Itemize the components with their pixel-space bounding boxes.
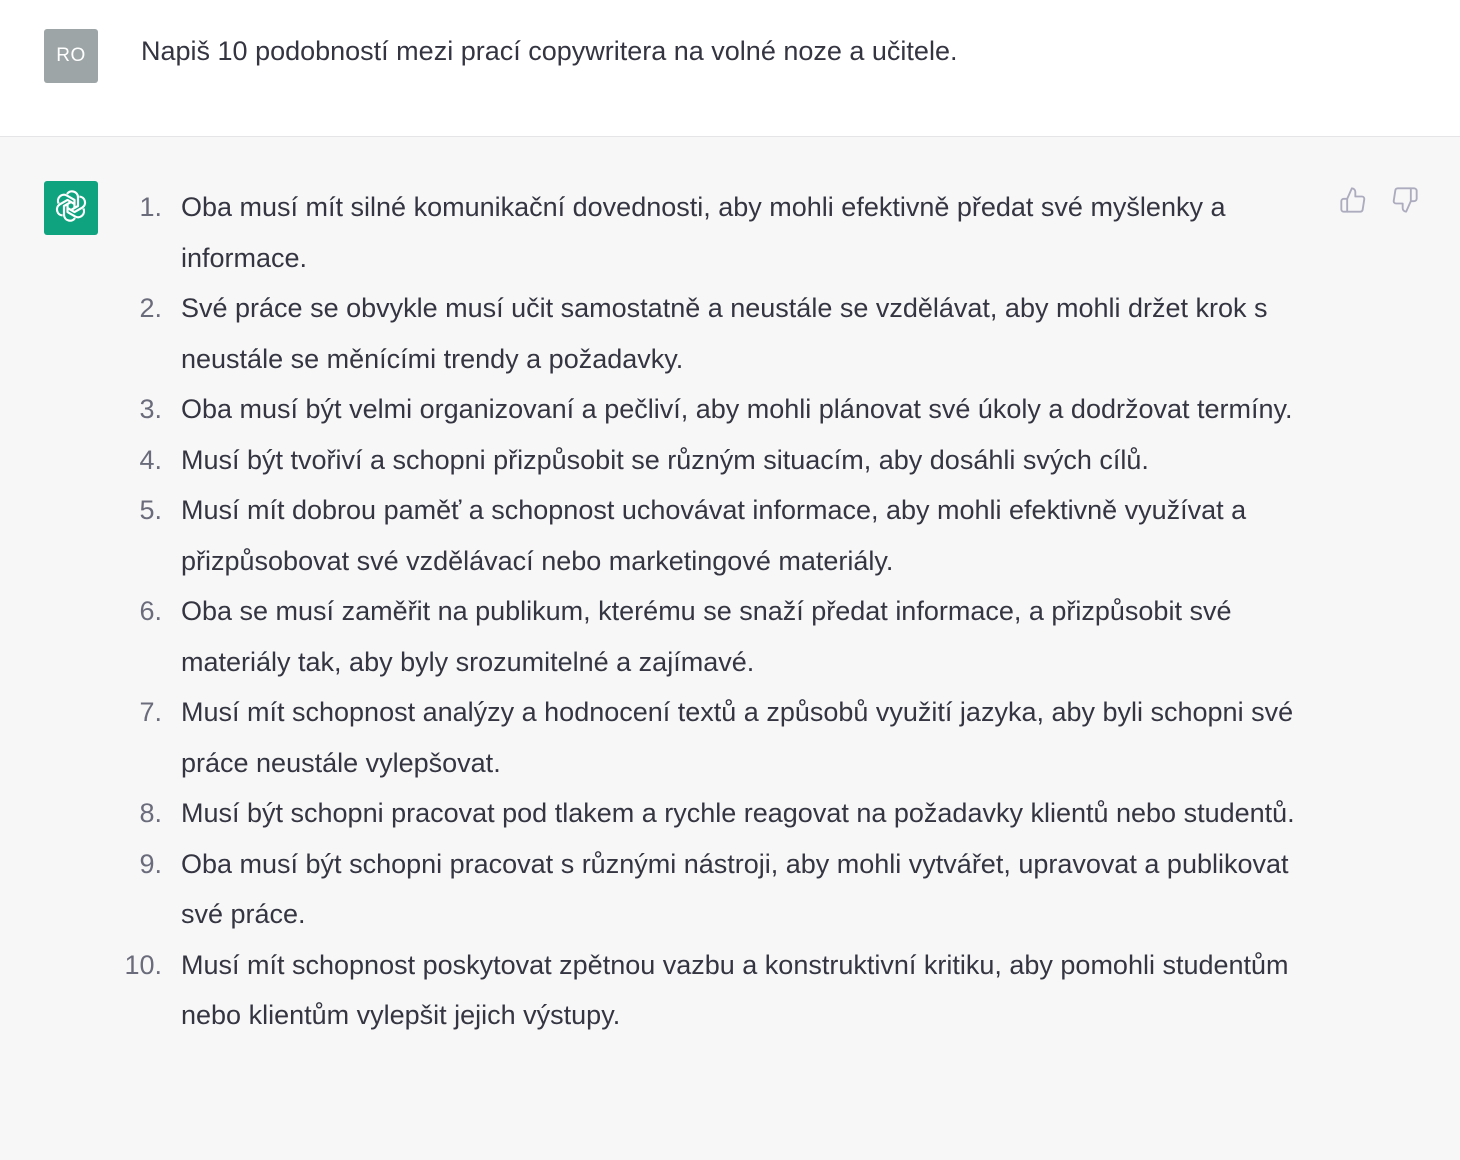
list-item-number: 4. <box>139 444 162 475</box>
thumbs-up-button[interactable] <box>1338 187 1368 217</box>
assistant-message-block <box>0 137 1460 1160</box>
list-item-number: 1. <box>139 192 162 222</box>
list-item-number: 10. <box>124 949 162 980</box>
list-item-text: Oba musí mít silné komunikační dovednosti, aby mohli efektivně předat své myšlenky a informace. <box>181 192 1226 273</box>
list-item-text: Oba musí být schopni pracovat s různými nástroji, aby mohli vytvářet, upravovat a publikovat své práce. <box>181 848 1289 929</box>
list-item <box>139 788 1321 839</box>
list-item-number: 7. <box>139 697 162 727</box>
list-item-text: Musí být schopni pracovat pod tlakem a rychle reagovat na požadavky klientů nebo studentů. <box>181 798 1295 828</box>
user-avatar: RO <box>44 29 98 83</box>
list-item-text: Své práce se obvykle musí učit samostatně a neustále se vzdělávat, aby mohli držet krok s neustále se měnícími trendy a požadavky. <box>181 293 1268 374</box>
thumbs-down-button[interactable] <box>1390 187 1420 217</box>
feedback-buttons <box>1338 187 1420 217</box>
list-item <box>139 283 1321 384</box>
answer-list <box>124 182 1321 1041</box>
list-item <box>139 586 1321 687</box>
list-item <box>139 435 1321 486</box>
assistant-avatar <box>44 181 98 235</box>
list-item-text: Oba se musí zaměřit na publikum, kterému se snaží předat informace, a přizpůsobit své materiály tak, aby byly srozumitelné a zajímavé. <box>181 596 1232 677</box>
list-item-text: Musí mít schopnost poskytovat zpětnou vazbu a konstruktivní kritiku, aby pomohli studentům nebo klientům vylepšit jejich výstupy. <box>181 949 1289 1030</box>
list-item <box>139 485 1321 586</box>
list-item-number: 3. <box>139 394 162 424</box>
thumbs-down-icon <box>1391 186 1419 219</box>
user-message-text: Napiš 10 podobností mezi prací copywritera na volné noze a učitele. <box>141 36 958 66</box>
list-item <box>139 839 1321 940</box>
list-item-number: 9. <box>139 848 162 879</box>
list-item-text: Musí mít dobrou paměť a schopnost uchovávat informace, aby mohli efektivně využívat a přizpůsobovat své vzdělávací nebo marketingové materiály. <box>181 495 1247 576</box>
openai-logo-icon <box>53 188 89 229</box>
list-item-number: 8. <box>139 798 162 828</box>
user-message-block <box>0 0 1460 137</box>
thumbs-up-icon <box>1339 186 1367 219</box>
list-item <box>139 384 1321 435</box>
list-item-text: Musí mít schopnost analýzy a hodnocení textů a způsobů využití jazyka, aby byli schopni své práce neustále vylepšovat. <box>181 697 1294 778</box>
list-item-text: Oba musí být velmi organizovaní a pečliví, aby mohli plánovat své úkoly a dodržovat termíny. <box>181 394 1293 424</box>
list-item <box>139 687 1321 788</box>
list-item <box>124 940 1321 1041</box>
list-item <box>139 182 1321 283</box>
list-item-number: 6. <box>139 596 162 626</box>
list-item-text: Musí být tvořiví a schopni přizpůsobit se různým situacím, aby dosáhli svých cílů. <box>181 444 1149 475</box>
list-item-number: 5. <box>139 495 162 525</box>
list-item-number: 2. <box>139 293 162 323</box>
